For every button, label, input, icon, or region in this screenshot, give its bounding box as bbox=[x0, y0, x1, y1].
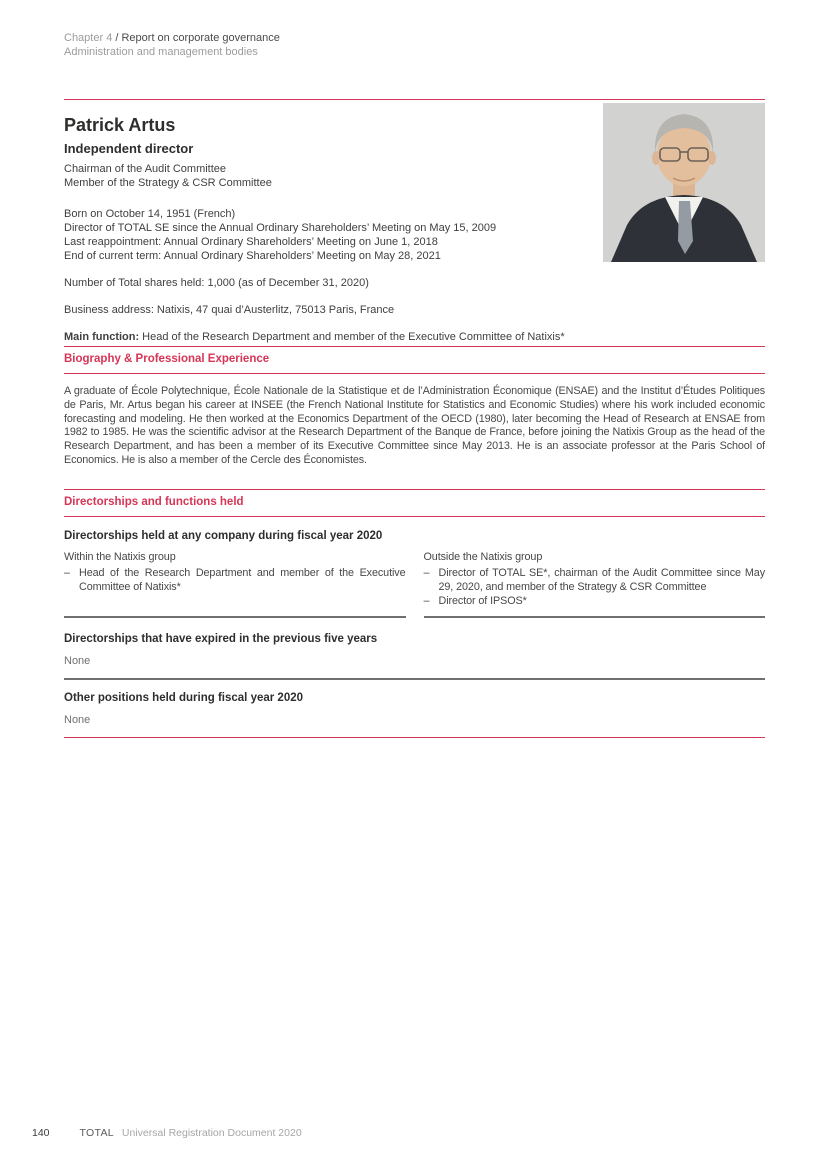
director-profile bbox=[64, 114, 765, 344]
directorships-heading-band bbox=[64, 489, 765, 517]
detail-line: End of current term: Annual Ordinary Shareholders’ Meeting on May 28, 2021 bbox=[64, 250, 441, 262]
section-subtitle: Administration and management bodies bbox=[64, 45, 258, 58]
document-title: Universal Registration Document 2020 bbox=[121, 1127, 302, 1139]
directorships-heading: Directorships and functions held bbox=[64, 496, 244, 508]
mandate-details bbox=[64, 207, 765, 263]
page-footer bbox=[32, 1127, 302, 1140]
within-group-column bbox=[64, 551, 406, 618]
page-number: 140 bbox=[32, 1127, 50, 1139]
main-function bbox=[64, 330, 765, 344]
biography-text: A graduate of École Polytechnique, École Nationale de la Statistique et de l’Administration Économique (ENSAE) and the Institut d’Études Politiques de Paris, Mr. Artus began his career at INSEE (the French National Institute for Statistics and Economic Studies) where his work included economic forecasting and modeling. He then worked at the Economics Department of the OECD (1980), later becoming the Head of Research at ENSAE from 1982 to 1985. He was the scientific advisor at the Research Department of the Banque de France, before joining the Natixis Group as the head of the Research Department, and has been a member of its Executive Committee since May 2013. He is an associate professor at the Paris School of Economics. He is also a member of the Cercle des Économistes. bbox=[64, 385, 765, 466]
fiscal-2020-title: Directorships held at any company during fiscal year 2020 bbox=[64, 530, 383, 542]
other-positions-title: Other positions held during fiscal year 2020 bbox=[64, 692, 304, 705]
biography-heading: Biography & Professional Experience bbox=[64, 353, 270, 365]
committee-roles bbox=[64, 162, 765, 190]
expired-directorships bbox=[64, 632, 765, 680]
committee-role: Member of the Strategy & CSR Committee bbox=[64, 177, 272, 189]
detail-line: Born on October 14, 1951 (French) bbox=[64, 208, 236, 220]
within-group-label: Within the Natixis group bbox=[64, 551, 176, 563]
top-red-rule bbox=[64, 99, 765, 100]
detail-line: Last reappointment: Annual Ordinary Shareholders’ Meeting on June 1, 2018 bbox=[64, 236, 438, 248]
detail-line: Director of TOTAL SE since the Annual Ordinary Shareholders’ Meeting on May 15, 2009 bbox=[64, 222, 497, 234]
main-function-label: Main function: bbox=[64, 331, 140, 343]
other-positions-value: None bbox=[64, 714, 91, 727]
within-group-item: – Head of the Research Department and member of the Executive Committee of Natixis* bbox=[64, 567, 406, 595]
chapter-label: Chapter 4 bbox=[64, 32, 116, 44]
director-role: Independent director bbox=[64, 141, 194, 156]
page-header bbox=[64, 32, 280, 59]
outside-group-column bbox=[424, 551, 766, 618]
committee-role: Chairman of the Audit Committee bbox=[64, 163, 227, 175]
expired-directorships-title: Directorships that have expired in the previous five years bbox=[64, 633, 378, 646]
outside-group-label: Outside the Natixis group bbox=[423, 551, 543, 563]
brand-name: TOTAL bbox=[79, 1127, 114, 1139]
biography-heading-band bbox=[64, 346, 765, 374]
director-name: Patrick Artus bbox=[64, 115, 176, 135]
biography-section bbox=[64, 346, 765, 468]
outside-group-item: – Director of TOTAL SE*, chairman of the Audit Committee since May 29, 2020, and member of the Strategy & CSR Committee bbox=[424, 567, 766, 595]
expired-directorships-value: None bbox=[64, 655, 91, 668]
business-address: Business address: Natixis, 47 quai d’Austerlitz, 75013 Paris, France bbox=[64, 304, 395, 316]
directorships-section bbox=[64, 489, 765, 738]
outside-group-item: – Director of IPSOS* bbox=[424, 595, 766, 609]
other-positions bbox=[64, 691, 765, 738]
chapter-title: / Report on corporate governance bbox=[115, 32, 280, 44]
shares-held: Number of Total shares held: 1,000 (as of December 31, 2020) bbox=[64, 277, 369, 289]
main-function-text: Head of the Research Department and member of the Executive Committee of Natixis* bbox=[142, 331, 565, 343]
breadcrumb bbox=[64, 32, 280, 46]
directorships-table bbox=[64, 551, 765, 618]
